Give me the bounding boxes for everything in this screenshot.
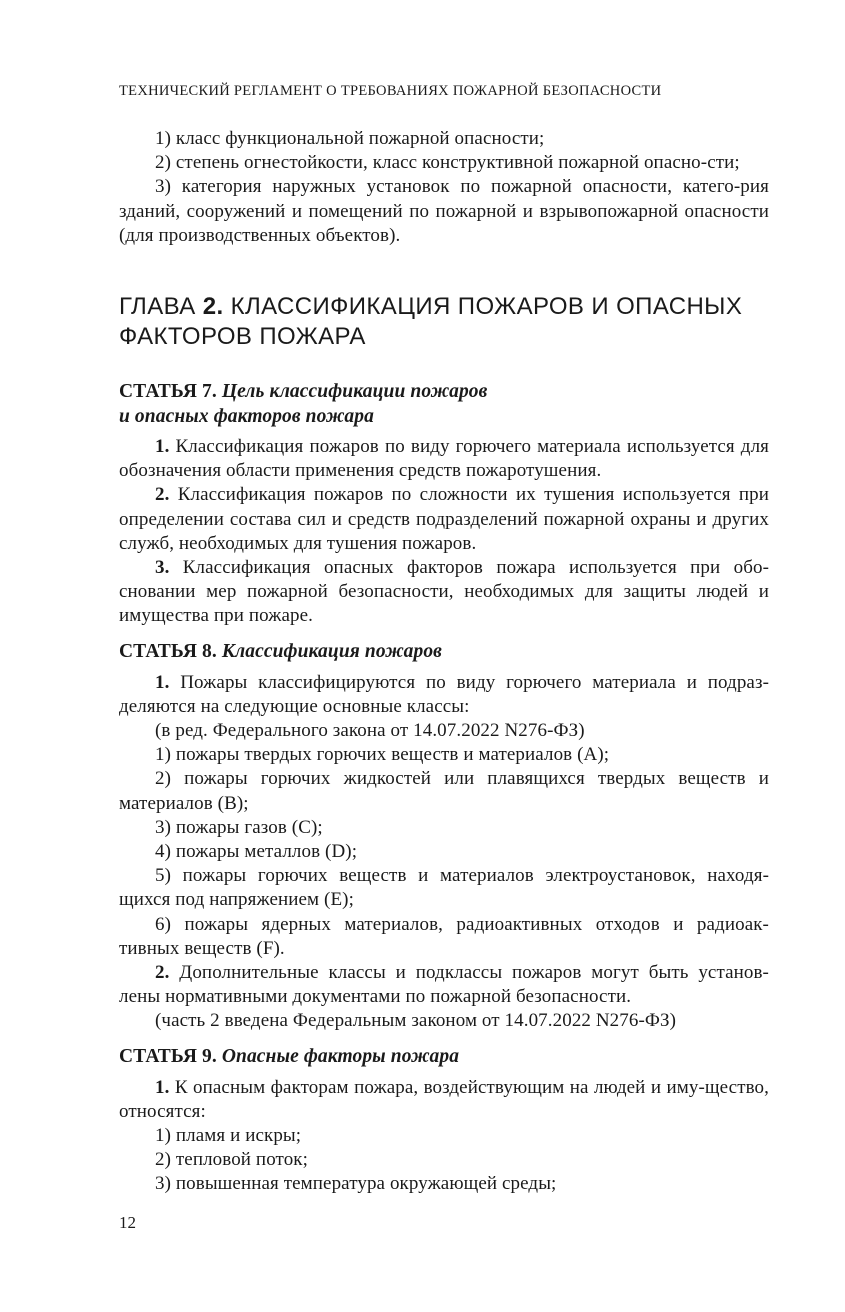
paragraph-text: Дополнительные классы и подклассы пожаров могут быть установ-лены нормативными документами по пожарной безопасности. [119,961,769,1008]
list-item: 3) повышенная температура окружающей среды; [155,1173,557,1195]
paragraph-text: Классификация пожаров по виду горючего материала используется для обозначения области применения средств пожаротушения. [119,436,769,482]
paragraph-text: К опасным факторам пожара, воздействующим на людей и иму-щество, относятся: [119,1076,769,1122]
article-7-title-line1: Цель классификации пожаров [221,381,488,402]
article-9-heading [119,1045,769,1070]
paragraph-number: 3. [155,557,170,579]
article-8-label: СТАТЬЯ 8. [119,641,222,662]
article-9 [119,1045,769,1197]
paragraph-text: Классификация пожаров по сложности их тушения используется при определении состава сил и средств подразделений пожарной охраны и других служб, необходимых для тушения пожаров. [119,484,769,554]
paragraph-text: Пожары классифицируются по виду горючего материала и подраз-деляются на следующие основные классы: [119,671,769,717]
article-8-heading [119,640,769,665]
article-7 [119,380,769,629]
article-7-paragraph [119,435,769,483]
article-9-title: Опасные факторы пожара [221,1046,460,1067]
page-number: 12 [119,1213,136,1232]
chapter-heading [119,292,769,352]
chapter-number: 2. [202,293,224,320]
article-7-heading [119,380,769,429]
paragraph-number: 2. [155,484,170,506]
list-item: 5) пожары горючих веществ и материалов электроустановок, находя-щихся под напряжением (E); [119,865,769,911]
paragraph-number: 2. [155,961,170,983]
article-9-paragraph [119,1076,769,1124]
paragraph-text: Классификация опасных факторов пожара используется при обо-сновании мер пожарной безопасности, необходимых для защиты людей и имущества при пожаре. [119,557,769,627]
list-item: 1) пожары твердых горючих веществ и материалов (A); [155,744,610,766]
article-9-label: СТАТЬЯ 9. [119,1046,222,1067]
paragraph-number: 1. [155,671,170,693]
intro-list [119,127,769,248]
amendment-note: (в ред. Федерального закона от 14.07.2022 N276-ФЗ) [155,719,585,741]
list-item: 2) пожары горючих жидкостей или плавящихся твердых веществ и материалов (B); [119,768,769,814]
article-8-title: Классификация пожаров [221,641,442,662]
amendment-note: (часть 2 введена Федеральным законом от 14.07.2022 N276-ФЗ) [155,1010,677,1032]
article-7-title-line2: и опасных факторов пожара [119,405,374,427]
paragraph-number: 1. [155,436,170,457]
list-item: 3) пожары газов (C); [155,816,323,838]
list-item: 6) пожары ядерных материалов, радиоактивных отходов и радиоак-тивных веществ (F). [119,913,769,959]
article-7-paragraph [119,556,769,629]
article-8-paragraph [119,671,769,719]
intro-item: 2) степень огнестойкости, класс конструктивной пожарной опасно-сти; [155,152,740,174]
article-7-label: СТАТЬЯ 7. [119,381,222,402]
paragraph-number: 1. [155,1076,170,1098]
chapter-prefix: ГЛАВА [119,293,203,320]
intro-item: 3) категория наружных установок по пожарной опасности, катего-рия зданий, сооружений и помещений по пожарной и взрывопожарной опасности (для производственных объектов). [119,176,769,246]
list-item: 4) пожары металлов (D); [155,840,358,862]
running-head: ТЕХНИЧЕСКИЙ РЕГЛАМЕНТ О ТРЕБОВАНИЯХ ПОЖАРНОЙ БЕЗОПАСНОСТИ [119,83,662,99]
article-8-paragraph [119,961,769,1009]
article-7-paragraph [119,483,769,556]
chapter-title: КЛАССИФИКАЦИЯ ПОЖАРОВ И ОПАСНЫХ ФАКТОРОВ ПОЖАРА [119,293,743,350]
list-item: 1) пламя и искры; [155,1124,302,1146]
list-item: 2) тепловой поток; [155,1149,309,1171]
article-8 [119,640,769,1034]
intro-item: 1) класс функциональной пожарной опасности; [155,128,545,149]
